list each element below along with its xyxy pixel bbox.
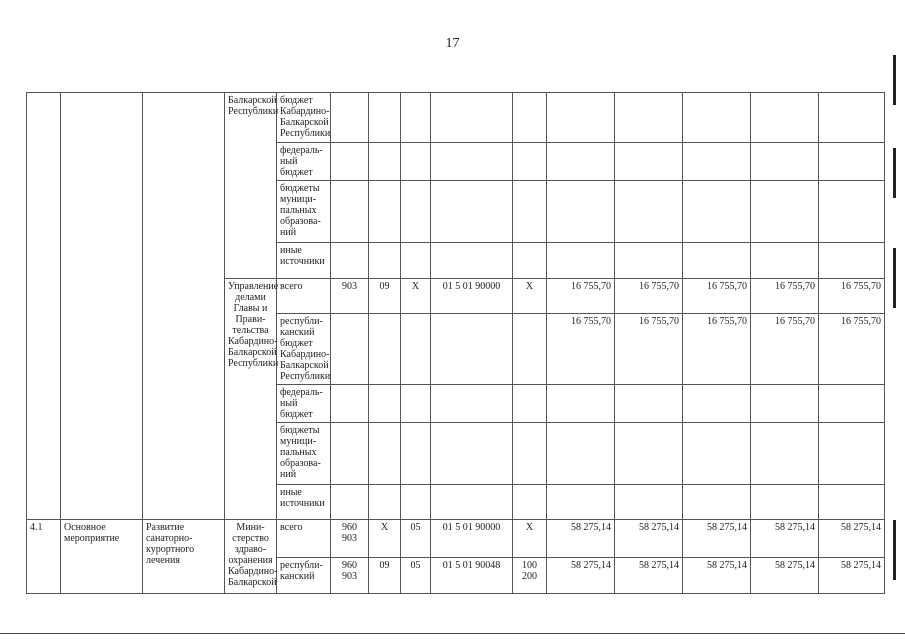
value-cell: 16 755,70 xyxy=(751,279,819,314)
rz-cell: X xyxy=(369,520,401,558)
vr-cell: 100 200 xyxy=(513,558,547,594)
grbs-cell: 960 903 xyxy=(331,520,369,558)
source-cell: бюджет Кабардино-Балкарской Республики xyxy=(277,93,331,143)
value-cell: 58 275,14 xyxy=(547,520,615,558)
value-cell: 58 275,14 xyxy=(819,558,885,594)
pr-cell: 05 xyxy=(401,558,431,594)
value-cell: 58 275,14 xyxy=(751,558,819,594)
value-cell: 58 275,14 xyxy=(683,520,751,558)
pr-cell: X xyxy=(401,279,431,314)
pr-cell: 05 xyxy=(401,520,431,558)
rz-cell: 09 xyxy=(369,558,401,594)
value-cell: 16 755,70 xyxy=(547,279,615,314)
number-cell xyxy=(27,93,61,520)
value-cell: 16 755,70 xyxy=(819,279,885,314)
source-cell: иные источники xyxy=(277,485,331,520)
value-cell: 58 275,14 xyxy=(751,520,819,558)
value-cell: 58 275,14 xyxy=(615,520,683,558)
value-cell: 16 755,70 xyxy=(615,314,683,385)
rz-cell: 09 xyxy=(369,279,401,314)
item-number: 4.1 xyxy=(27,520,61,594)
value-cell: 16 755,70 xyxy=(751,314,819,385)
value-cell: 16 755,70 xyxy=(819,314,885,385)
csr-cell: 01 5 01 90000 xyxy=(431,520,513,558)
entity-cell: Балкарской Республики xyxy=(225,93,277,279)
grbs-cell: 960 903 xyxy=(331,558,369,594)
value-cell: 58 275,14 xyxy=(615,558,683,594)
source-cell: республи-канский бюджет Кабардино-Балкарской Республики xyxy=(277,314,331,385)
source-cell: федераль-ный бюджет xyxy=(277,143,331,181)
grbs-cell: 903 xyxy=(331,279,369,314)
value-cell: 58 275,14 xyxy=(819,520,885,558)
vr-cell: X xyxy=(513,520,547,558)
value-cell: 16 755,70 xyxy=(683,279,751,314)
budget-table xyxy=(26,92,885,594)
source-cell: федераль-ный бюджет xyxy=(277,385,331,423)
status-cell xyxy=(61,93,143,520)
table-row xyxy=(27,93,885,143)
source-cell: бюджеты муници-пальных образова-ний xyxy=(277,423,331,485)
source-cell: республи-канский xyxy=(277,558,331,594)
value-cell: 16 755,70 xyxy=(547,314,615,385)
item-status: Основное мероприятие xyxy=(61,520,143,594)
value-cell: 16 755,70 xyxy=(683,314,751,385)
source-cell: иные источники xyxy=(277,243,331,279)
value-cell: 58 275,14 xyxy=(547,558,615,594)
scan-edge-mark xyxy=(893,55,896,105)
source-cell: бюджеты муници-пальных образова-ний xyxy=(277,181,331,243)
table-row xyxy=(27,520,885,558)
scan-edge-mark xyxy=(893,248,896,308)
csr-cell: 01 5 01 90048 xyxy=(431,558,513,594)
source-cell: всего xyxy=(277,520,331,558)
source-cell: всего xyxy=(277,279,331,314)
value-cell: 16 755,70 xyxy=(615,279,683,314)
scan-fold-line xyxy=(0,633,905,634)
entity-cell: Управление делами Главы и Прави-тельства Кабардино-Балкарской Республики xyxy=(225,279,277,520)
vr-cell: X xyxy=(513,279,547,314)
entity-cell: Мини-стерство здраво-охранения Кабардино-Балкарской xyxy=(225,520,277,594)
csr-cell: 01 5 01 90000 xyxy=(431,279,513,314)
name-cell xyxy=(143,93,225,520)
scan-edge-mark xyxy=(893,520,896,580)
page-number: 17 xyxy=(445,36,460,51)
scan-edge-mark xyxy=(893,148,896,198)
item-name: Развитие санаторно-курортного лечения xyxy=(143,520,225,594)
value-cell: 58 275,14 xyxy=(683,558,751,594)
